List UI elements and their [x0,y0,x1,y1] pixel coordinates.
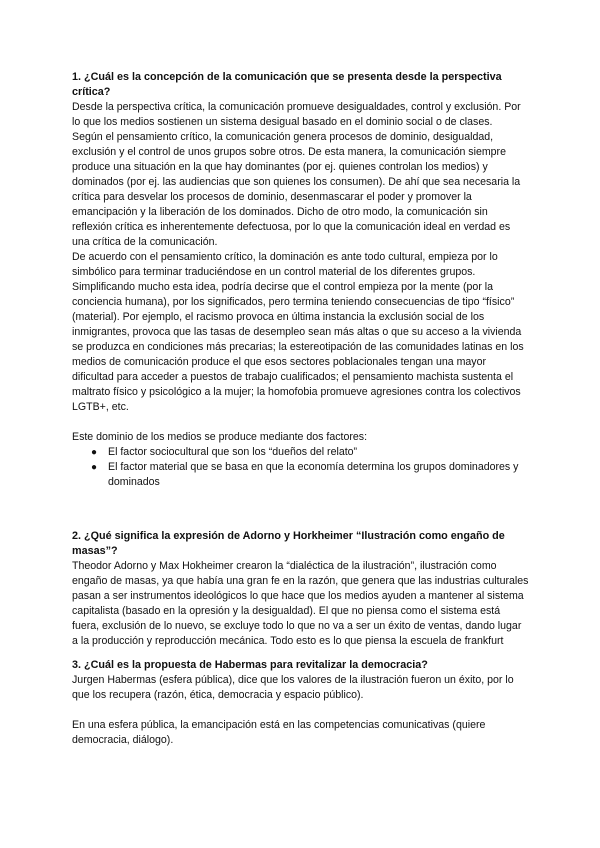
q1-paragraph-2: Según el pensamiento crítico, la comunicación genera procesos de dominio, desigualdad, exclusión y el control de unos grupos sobre otros. De esta manera, la comunicación siempre produce una situación en la que hay dominantes (por ej. quienes controlan los medios) y dominados (por ej. las audiencias que son quienes los consumen). De ahí que sea necesaria la crítica para desvelar los procesos de dominio, desenmascarar el poder y promover la emancipación y la liberación de los dominados. Dicho de otro modo, la comunicación sin reflexión crítica es inherentemente defectuosa, por lo que la comunicación ideal en verdad es una crítica de la comunicación. [72,131,521,248]
factors-list [72,445,530,490]
q3-paragraph-2: En una esfera pública, la emancipación está en las competencias comunicativas (quiere democracia, diálogo). [72,719,486,746]
q1-paragraph-1: Desde la perspectiva crítica, la comunicación promueve desigualdades, control y exclusión. Por lo que los medios sostienen un sistema desigual basado en el dominio social o de clases. [72,101,521,128]
blank-line [72,649,530,658]
factors-intro: Este dominio de los medios se produce mediante dos factores: [72,431,368,443]
bullet-icon: ● [91,462,98,473]
q3-paragraph-1: Jurgen Habermas (esfera pública), dice que los valores de la ilustración fueron un éxito, por lo que los recupera (razón, ética, democracia y espacio público). [72,674,514,701]
blank-line [72,703,530,718]
blank-line [72,514,530,529]
blank-line [72,490,530,514]
list-item [91,445,530,460]
q2-paragraph: Theodor Adorno y Max Hokheimer crearon la “dialéctica de la ilustración”, ilustración como engaño de masas, ya que había una gran fe en la razón, que genera que las industrias culturales pasan a ser instrumentos ideológicos lo que hace que los medios ayuden a mantener al sistema capitalista (basado en la opresión y la desigualdad). El que no piensa como el sistema está fuera, exclusión de lo nuevo, se excluye todo lo que no va a ser un éxito de ventas, dando lugar a la producción y reproducción mecánica. Todo esto es lo que piensa la escuela de frankfurt [72,560,529,647]
list-item [91,460,530,490]
question-1-heading: 1. ¿Cuál es la concepción de la comunicación que se presenta desde la perspectiva crítica? [72,71,502,98]
q1-paragraph-3: De acuerdo con el pensamiento crítico, la dominación es ante todo cultural, empieza por lo simbólico para terminar traduciéndose en un control material de los diferentes grupos. Simplificando mucho esta idea, podría decirse que el control empieza por la mente (por la conciencia humana), por los significados, pero termina teniendo consecuencias de tipo “físico” (material). Por ejemplo, el racismo provoca en última instancia la exclusión social de los inmigrantes, provoca que las tasas de desempleo sean más altas o que su acceso a la vivienda se produzca en condiciones más precarias; la estereotipación de las comunidades latinas en los medios de comunicación produce el que esos sectores poblacionales tengan una mayor dificultad para acceder a puestos de trabajo cualificados; el pensamiento machista sustenta el maltrato físico y psicológico a la mujer; la homofobia promueve agresiones contra los colectivos LGTB+, etc. [72,251,524,413]
list-item-text: El factor sociocultural que son los “dueños del relato” [108,446,358,458]
blank-line [72,415,530,430]
question-3-heading: 3. ¿Cuál es la propuesta de Habermas para revitalizar la democracia? [72,659,428,671]
bullet-icon: ● [91,447,98,458]
list-item-text: El factor material que se basa en que la economía determina los grupos dominadores y dominados [108,461,519,488]
question-2-heading: 2. ¿Qué significa la expresión de Adorno y Horkheimer “Ilustración como engaño de masas”? [72,530,505,557]
